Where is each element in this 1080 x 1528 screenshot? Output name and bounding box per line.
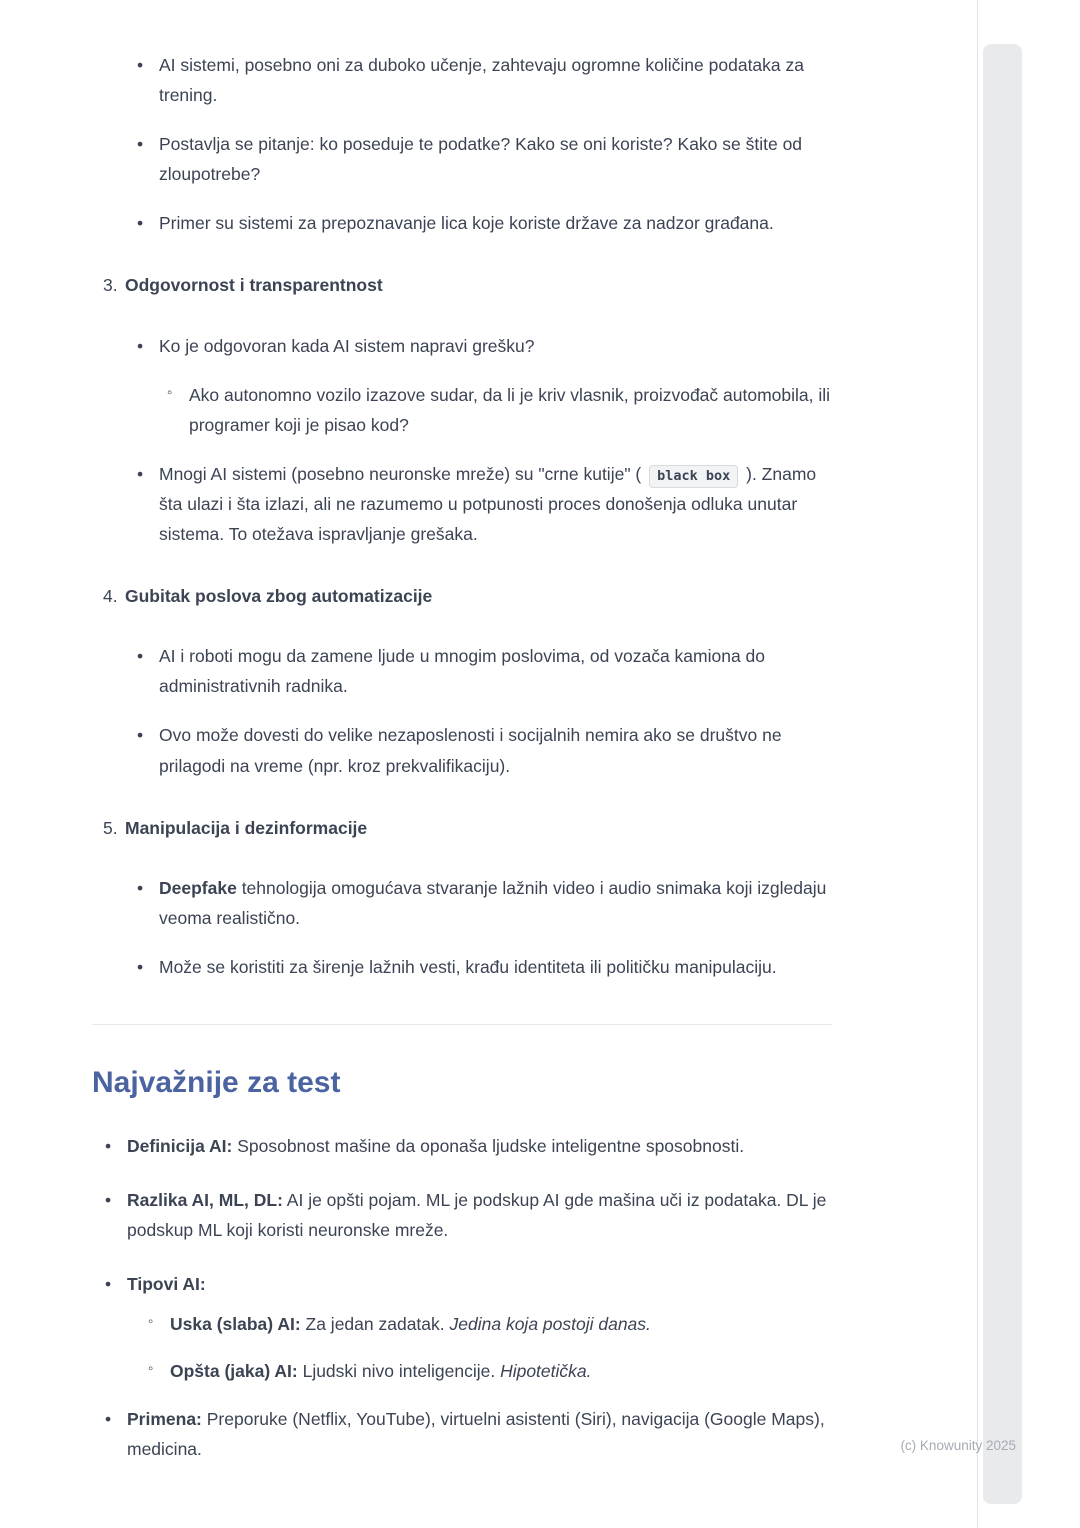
- section-heading: [92, 270, 832, 300]
- bullet-icon: •: [137, 213, 144, 234]
- bullet-icon: •: [105, 1274, 112, 1295]
- bold-lead: Tipovi AI:: [127, 1274, 206, 1295]
- bullet-icon: •: [137, 463, 144, 484]
- text-segment: Ljudski nivo inteligencije.: [297, 1361, 501, 1382]
- list-item: [92, 331, 832, 361]
- italic-segment: Jedina koja postoji danas.: [449, 1314, 651, 1335]
- hollow-bullet-icon: ◦: [148, 1360, 154, 1378]
- bold-lead: Primena:: [127, 1408, 202, 1429]
- text-segment: Za jedan zadatak.: [300, 1314, 450, 1335]
- bullet-icon: •: [137, 55, 144, 75]
- bold-lead: Opšta (jaka) AI:: [170, 1361, 298, 1382]
- scrollbar[interactable]: [983, 44, 1022, 1504]
- list-item-text: [127, 1404, 832, 1464]
- list-item: [92, 208, 832, 238]
- list-item-text: Postavlja se pitanje: ko poseduje te podatke? Kako se oni koriste? Kako se štite od zloupotrebe?: [159, 134, 803, 185]
- section-divider: [92, 1024, 832, 1025]
- list-item-text: Može se koristiti za širenje lažnih vesti, krađu identiteta ili političku manipulaciju.: [159, 956, 777, 977]
- watermark: (c) Knowunity 2025: [900, 1438, 1016, 1453]
- list-item: [92, 129, 832, 189]
- bullet-icon: •: [105, 1408, 112, 1429]
- list-item-text: [127, 1131, 832, 1161]
- list-item-text: [127, 1185, 832, 1245]
- list-item: [92, 873, 832, 933]
- document-content: [92, 50, 832, 1488]
- list-item-text: AI i roboti mogu da zamene ljude u mnogim poslovima, od vozača kamiona do administrativnih radnika.: [159, 646, 766, 697]
- bullet-icon: •: [137, 725, 144, 746]
- list-item-text: Ko je odgovoran kada AI sistem napravi grešku?: [159, 335, 535, 356]
- bullet-icon: •: [105, 1190, 112, 1211]
- list-item-text: [159, 873, 832, 933]
- list-item: [105, 1131, 832, 1161]
- list-item: [105, 1404, 832, 1464]
- list-item-text: [159, 459, 832, 549]
- bold-lead: Deepfake: [159, 877, 237, 898]
- page-edge-divider: [977, 0, 978, 1528]
- list-item-text: Primer su sistemi za prepoznavanje lica koje koriste države za nadzor građana.: [159, 213, 774, 234]
- bullet-icon: •: [137, 646, 144, 667]
- hollow-bullet-icon: ◦: [167, 383, 173, 401]
- list-item-text: Ovo može dovesti do velike nezaposlenosti i socijalnih nemira ako se društvo ne prilagodi na vreme (npr. kroz prekvalifikaciju).: [159, 725, 782, 776]
- text-segment: ). Znamo šta ulazi i šta izlazi, ali ne razumemo u potpunosti proces donošenja odluka unutar sistema. To otežava ispravljanje grešaka.: [159, 463, 817, 545]
- list-item: [92, 952, 832, 982]
- bullet-icon: •: [105, 1135, 112, 1156]
- text-segment: tehnologija omogućava stvaranje lažnih video i audio snimaka koji izgledaju veoma realistično.: [159, 877, 827, 928]
- bullet-icon: •: [137, 134, 144, 155]
- list-item: [105, 1185, 832, 1245]
- list-item: [92, 50, 832, 110]
- section-title: Odgovornost i transparentnost: [125, 275, 383, 296]
- test-list: [92, 1131, 832, 1464]
- section-title: Manipulacija i dezinformacije: [125, 817, 368, 838]
- bullet-icon: •: [137, 877, 144, 898]
- text-segment: Mnogi AI sistemi (posebno neuronske mreže) su "crne kutije" (: [159, 463, 642, 484]
- section-title: Gubitak poslova zbog automatizacije: [125, 586, 433, 607]
- section-number: 3.: [103, 275, 118, 296]
- bold-lead: Razlika AI, ML, DL:: [127, 1190, 283, 1211]
- list-item: [105, 1269, 832, 1299]
- sub-list-item-text: [170, 1356, 832, 1386]
- bullet-icon: •: [137, 335, 144, 356]
- sub-list-item: [148, 1309, 832, 1339]
- sub-list-item: [148, 1356, 832, 1386]
- list-item-text: AI sistemi, posebno oni za duboko učenje, zahtevaju ogromne količine podataka za trening.: [159, 55, 804, 106]
- sub-list-item: [92, 380, 832, 440]
- section-heading: [92, 813, 832, 843]
- hollow-bullet-icon: ◦: [148, 1313, 154, 1331]
- bullet-icon: •: [137, 956, 144, 977]
- section-number: 5.: [103, 817, 118, 838]
- section-heading: [92, 581, 832, 611]
- list-item: [92, 459, 832, 549]
- list-item-text: [127, 1269, 832, 1299]
- italic-segment: Hipotetička.: [500, 1361, 592, 1382]
- list-item: [92, 641, 832, 701]
- test-heading: Najvažnije za test: [92, 1065, 341, 1099]
- list-item: [92, 720, 832, 780]
- text-segment: AI je opšti pojam. ML je podskup AI gde mašina uči iz podataka. DL je podskup ML koji koristi neuronske mreže.: [127, 1190, 827, 1241]
- inline-code: black box: [649, 465, 738, 488]
- sub-list-item-text: [170, 1309, 832, 1339]
- sub-list-item-text: Ako autonomno vozilo izazove sudar, da li je kriv vlasnik, proizvođač automobila, ili programer koji je pisao kod?: [189, 384, 831, 435]
- text-segment: Sposobnost mašine da oponaša ljudske inteligentne sposobnosti.: [232, 1135, 745, 1156]
- section-number: 4.: [103, 586, 118, 607]
- text-segment: Preporuke (Netflix, YouTube), virtuelni asistenti (Siri), navigacija (Google Maps), medicina.: [127, 1408, 825, 1459]
- test-sub-list: [105, 1309, 832, 1386]
- bold-lead: Definicija AI:: [127, 1135, 233, 1156]
- bold-lead: Uska (slaba) AI:: [170, 1314, 301, 1335]
